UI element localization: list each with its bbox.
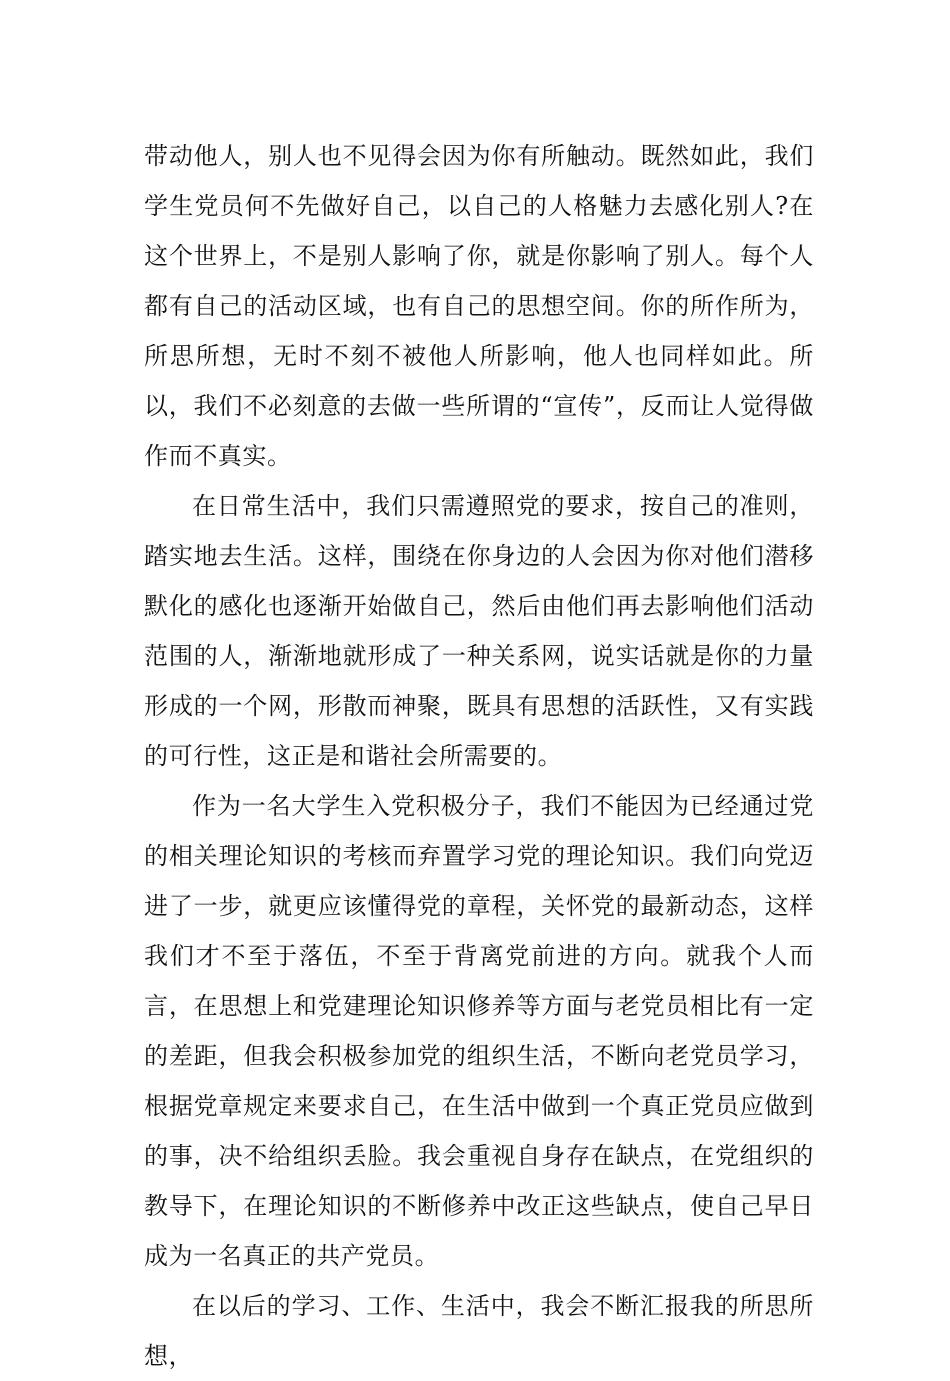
paragraph-future: 在以后的学习、工作、生活中，我会不断汇报我的所思所想， [144,1292,814,1370]
paragraph-daily-life: 在日常生活中，我们只需遵照党的要求，按自己的准则，踏实地去生活。这样，围绕在你身边的人会因为你对他们潜移默化的感化也逐渐开始做自己，然后由他们再去影响他们活动范围的人，渐渐地就形成了一种关系网，说实话就是你的力量形成的一个网，形散而神聚，既具有思想的活跃性，又有实践的可行性，这正是和谐社会所需要的。 [144,492,814,770]
body-text [144,131,814,1381]
paragraph-continued: 带动他人，别人也不见得会因为你有所触动。既然如此，我们学生党员何不先做好自己，以自己的人格魅力去感化别人?在这个世界上，不是别人影响了你，就是你影响了别人。每个人都有自己的活动区域，也有自己的思想空间。你的所作所为，所思所想，无时不刻不被他人所影响，他人也同样如此。所以，我们不必刻意的去做一些所谓的“宣传”，反而让人觉得做作而不真实。 [144,142,814,470]
paragraph-activist: 作为一名大学生入党积极分子，我们不能因为已经通过党的相关理论知识的考核而弃置学习党的理论知识。我们向党迈进了一步，就更应该懂得党的章程，关怀党的最新动态，这样我们才不至于落伍，不至于背离党前进的方向。就我个人而言，在思想上和党建理论知识修养等方面与老党员相比有一定的差距，但我会积极参加党的组织生活，不断向老党员学习，根据党章规定来要求自己，在生活中做到一个真正党员应做到的事，决不给组织丢脸。我会重视自身存在缺点，在党组织的教导下，在理论知识的不断修养中改正这些缺点，使自己早日成为一名真正的共产党员。 [144,792,814,1270]
